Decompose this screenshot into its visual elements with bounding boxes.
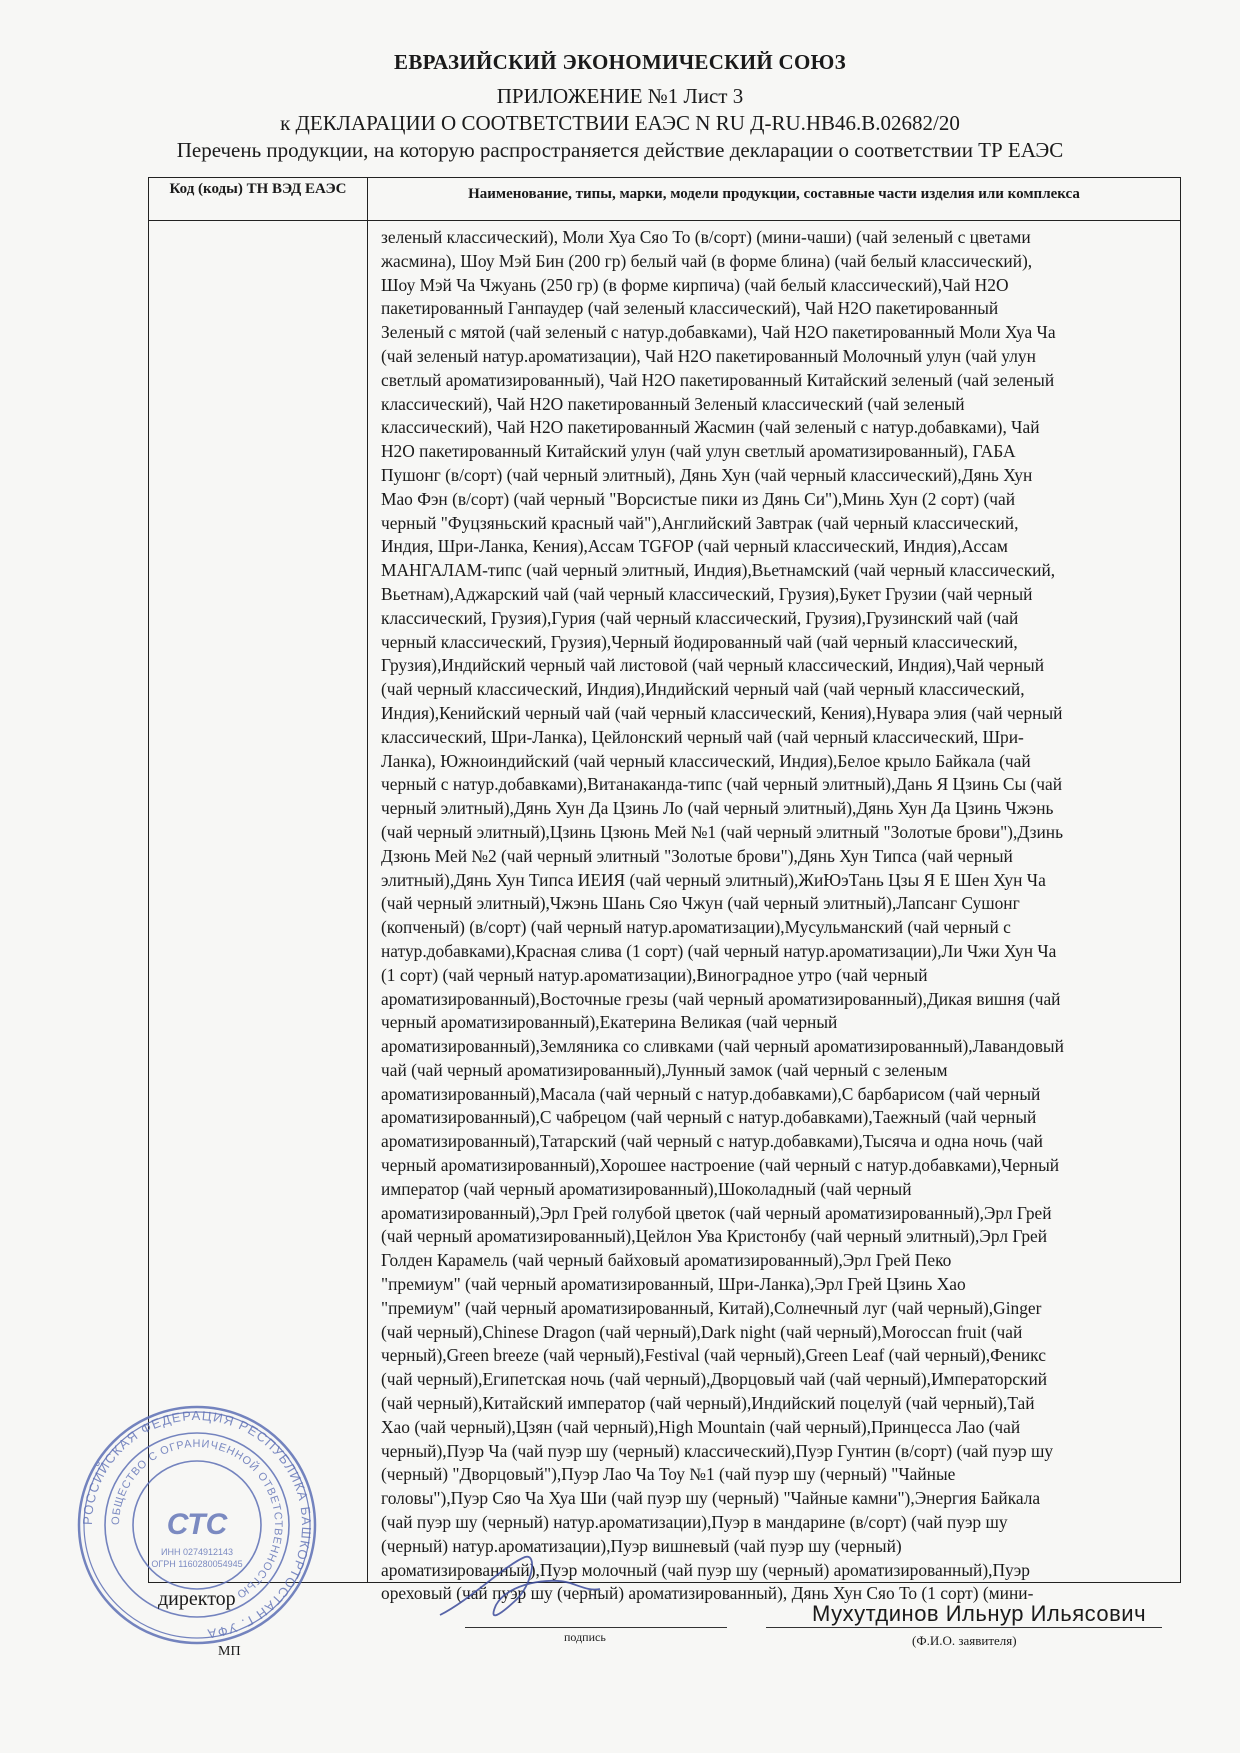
declaration-number: к ДЕКЛАРАЦИИ О СООТВЕТСТВИИ ЕАЭС N RU Д-RU.HB46.B.02682/20: [280, 111, 960, 135]
product-line: жасмина), Шоу Мэй Бин (200 гр) белый чай (в форме блина) (чай белый классический),: [381, 250, 1033, 271]
product-line: Вьетнам),Аджарский чай (чай черный классический, Грузия),Букет Грузии (чай черный: [381, 583, 1033, 604]
stamp-inner-text: ОБЩЕСТВО С ОГРАНИЧЕННОЙ ОТВЕТСТВЕННОСТЬЮ: [109, 1437, 285, 1601]
product-line: Голден Карамель (чай черный байховый ароматизированный),Эрл Грей Пеко: [381, 1250, 952, 1271]
product-description: [381, 226, 1176, 1606]
product-line: черный элитный),Дянь Хун Да Цзинь Ло (чай черный элитный),Дянь Хун Да Цзинь Чжэнь: [381, 798, 1054, 819]
product-line: Ланка), Южноиндийский (чай черный классический, Индия),Белое крыло Байкала (чай: [381, 750, 1031, 771]
name-line: [766, 1627, 1162, 1628]
product-line: (копченый) (в/сорт) (чай черный натур.ароматизации),Мусульманский (чай черный с: [381, 917, 1011, 938]
product-line: черный классический, Грузия),Черный йодированный чай (чай черный классический,: [381, 631, 1018, 652]
product-line: Пушонг (в/сорт) (чай черный элитный), Дянь Хун (чай черный классический),Дянь Хун: [381, 464, 1033, 485]
product-line: ароматизированный),Земляника со сливками (чай черный ароматизированный),Лавандовый: [381, 1036, 1064, 1057]
stamp-outer-text: РОССИЙСКАЯ ФЕДЕРАЦИЯ РЕСПУБЛИКА БАШКОРТОСТАН Г. УФА: [79, 1407, 315, 1642]
handwritten-signature: [430, 1545, 610, 1635]
product-line: император (чай черный ароматизированный),Шоколадный (чай черный: [381, 1178, 912, 1199]
product-line: Индия, Шри-Ланка, Кения),Ассам TGFOP (чай черный классический, Индия),Ассам: [381, 536, 1008, 557]
product-line: классический, Шри-Ланка), Цейлонский черный чай (чай черный классический, Шри-: [381, 726, 1024, 747]
product-line: головы"),Пуэр Сяо Ча Хуа Ши (чай пуэр шу (черный) "Чайные камни"),Энергия Байкала: [381, 1488, 1041, 1509]
stamp-place-label: МП: [218, 1644, 241, 1659]
product-line: (чай черный ароматизированный),Цейлон Ува Кристонбу (чай черный элитный),Эрл Грей: [381, 1226, 1048, 1247]
product-line: Зеленый с мятой (чай зеленый с натур.добавками), Чай Н2О пакетированный Моли Хуа Ча: [381, 322, 1056, 343]
product-line: Дзюнь Мей №2 (чай черный элитный "Золотые брови"),Дянь Хун Типса (чай черный: [381, 845, 1013, 866]
product-line: (чай черный),Chinese Dragon (чай черный),Dark night (чай черный),Moroccan fruit (чай: [381, 1321, 1023, 1342]
column-divider: [367, 177, 368, 1583]
product-line: зеленый классический), Моли Хуа Сяо То (в/сорт) (мини-чаши) (чай зеленый с цветами: [381, 227, 1031, 247]
header-divider: [148, 220, 1181, 221]
product-line: черный ароматизированный),Хорошее настроение (чай черный с натур.добавками),Черный: [381, 1155, 1060, 1176]
product-line: классический, Грузия),Гурия (чай черный классический, Грузия),Грузинский чай (чай: [381, 607, 1019, 628]
product-line: (чай черный элитный),Цзинь Цзюнь Мей №1 (чай черный элитный "Золотые брови"),Дзинь: [381, 821, 1064, 842]
product-line: Шоу Мэй Ча Чжуань (250 гр) (в форме кирпича) (чай белый классический),Чай Н2О: [381, 274, 1009, 295]
product-line: (чай черный классический, Индия),Индийский черный чай (чай черный классический,: [381, 679, 1025, 700]
product-line: (черный) "Дворцовый"),Пуэр Лао Ча Тоу №1 (чай пуэр шу (черный) "Чайные: [381, 1464, 956, 1485]
appendix-title: ПРИЛОЖЕНИЕ №1 Лист 3: [496, 84, 744, 108]
product-line: (черный) натур.ароматизации),Пуэр вишневый (чай пуэр шу (черный): [381, 1535, 902, 1556]
product-line: (чай зеленый натур.ароматизации), Чай Н2О пакетированный Молочный улун (чай улун: [381, 345, 1036, 366]
product-line: черный ароматизированный),Екатерина Великая (чай черный: [381, 1012, 838, 1033]
stamp-inn: ИНН 0274912143: [160, 1547, 234, 1557]
product-line: светлый ароматизированный), Чай Н2О пакетированный Китайский зеленый (чай зеленый: [381, 369, 1055, 390]
product-line: (чай черный),Египетская ночь (чай черный),Дворцовый чай (чай черный),Императорский: [381, 1369, 1048, 1390]
product-line: "премиум" (чай черный ароматизированный, Шри-Ланка),Эрл Грей Цзинь Хао: [381, 1274, 966, 1295]
product-line: черный),Пуэр Ча (чай пуэр шу (черный) классический),Пуэр Гунтин (в/сорт) (чай пуэр шу: [381, 1440, 1054, 1461]
product-line: ароматизированный),Татарский (чай черный с натур.добавками),Тысяча и одна ночь (чай: [381, 1131, 1043, 1152]
product-line: (чай черный элитный),Чжэнь Шань Сяо Чжун (чай черный элитный),Лапсанг Сушонг: [381, 893, 1020, 914]
product-line: классический), Чай Н2О пакетированный Жасмин (чай зеленый с натур.добавками), Чай: [381, 417, 1040, 438]
signature-caption: подпись: [564, 1630, 606, 1644]
stamp-ogrn: ОГРН 1160280054945: [151, 1559, 243, 1569]
product-line: ароматизированный),С чабрецом (чай черный с натур.добавками),Таежный (чай черный: [381, 1107, 1037, 1128]
product-line: Индия),Кенийский черный чай (чай черный классический, Кения),Нувара элия (чай черный: [381, 702, 1063, 723]
product-line: черный с натур.добавками),Витанаканда-типс (чай черный элитный),Дань Я Цзинь Сы (чай: [381, 774, 1063, 795]
product-line: Мао Фэн (в/сорт) (чай черный "Ворсистые пики из Дянь Си"),Минь Хун (2 сорт) (чай: [381, 488, 1016, 509]
applicant-name: Мухутдинов Ильнур Ильясович: [812, 1601, 1147, 1626]
product-line: Н2О пакетированный Китайский улун (чай улун светлый ароматизированный), ГАБА: [381, 441, 1016, 462]
product-line: черный),Green breeze (чай черный),Festival (чай черный),Green Leaf (чай черный),Феникс: [381, 1345, 1046, 1366]
product-line: Грузия),Индийский черный чай листовой (чай черный классический, Индия),Чай черный: [381, 655, 1045, 676]
product-line: элитный),Дянь Хун Типса ИЕИЯ (чай черный элитный),ЖиЮэТань Цзы Я Е Шен Хун Ча: [381, 869, 1046, 890]
product-line: (чай пуэр шу (черный) натур.ароматизации),Пуэр в мандарине (в/сорт) (чай пуэр шу: [381, 1512, 1008, 1533]
product-line: ореховый (чай пуэр шу (черный) ароматизированный), Дянь Хун Сяо То (1 сорт) (мини-: [381, 1583, 1034, 1604]
col-header-name: Наименование, типы, марки, модели продукции, составные части изделия или комплекса: [468, 186, 1080, 202]
signer-role: директор: [158, 1588, 236, 1610]
product-line: (чай черный),Китайский император (чай черный),Индийский поцелуй (чай черный),Тай: [381, 1393, 1035, 1414]
name-caption: (Ф.И.О. заявителя): [912, 1633, 1017, 1648]
product-line: пакетированный Ганпаудер (чай зеленый классический), Чай Н2О пакетированный: [381, 298, 999, 319]
stamp-center-text: СТС: [166, 1508, 228, 1541]
union-title: ЕВРАЗИЙСКИЙ ЭКОНОМИЧЕСКИЙ СОЮЗ: [394, 50, 846, 74]
company-stamp: [72, 1400, 322, 1650]
product-line: "премиум" (чай черный ароматизированный, Китай),Солнечный луг (чай черный),Ginger: [381, 1297, 1042, 1318]
product-list-title: Перечень продукции, на которую распространяется действие декларации о соответствии ТР ЕАЭС: [176, 138, 1064, 162]
product-line: (1 сорт) (чай черный натур.ароматизации),Виноградное утро (чай черный: [381, 964, 928, 985]
product-line: классический), Чай Н2О пакетированный Зеленый классический (чай зеленый: [381, 393, 965, 414]
product-line: чай (чай черный ароматизированный),Лунный замок (чай черный с зеленым: [381, 1059, 948, 1080]
product-line: ароматизированный),Эрл Грей голубой цветок (чай черный ароматизированный),Эрл Грей: [381, 1202, 1052, 1223]
product-line: натур.добавками),Красная слива (1 сорт) (чай черный натур.ароматизации),Ли Чжи Хун Ча: [381, 940, 1057, 961]
product-line: ароматизированный),Масала (чай черный с натур.добавками),С барбарисом (чай черный: [381, 1083, 1041, 1104]
product-line: ароматизированный),Пуэр молочный (чай пуэр шу (черный) ароматизированный),Пуэр: [381, 1559, 1030, 1580]
product-line: Хао (чай черный),Цзян (чай черный),High Mountain (чай черный),Принцесса Лао (чай: [381, 1416, 1021, 1437]
product-line: черный "Фуцзяньский красный чай"),Английский Завтрак (чай черный классический,: [381, 512, 1019, 533]
product-line: МАНГАЛАМ-типс (чай черный элитный, Индия),Вьетнамский (чай черный классический,: [381, 560, 1056, 581]
col-header-code: Код (коды) ТН ВЭД ЕАЭС: [169, 181, 347, 197]
product-line: ароматизированный),Восточные грезы (чай черный ароматизированный),Дикая вишня (чай: [381, 988, 1061, 1009]
